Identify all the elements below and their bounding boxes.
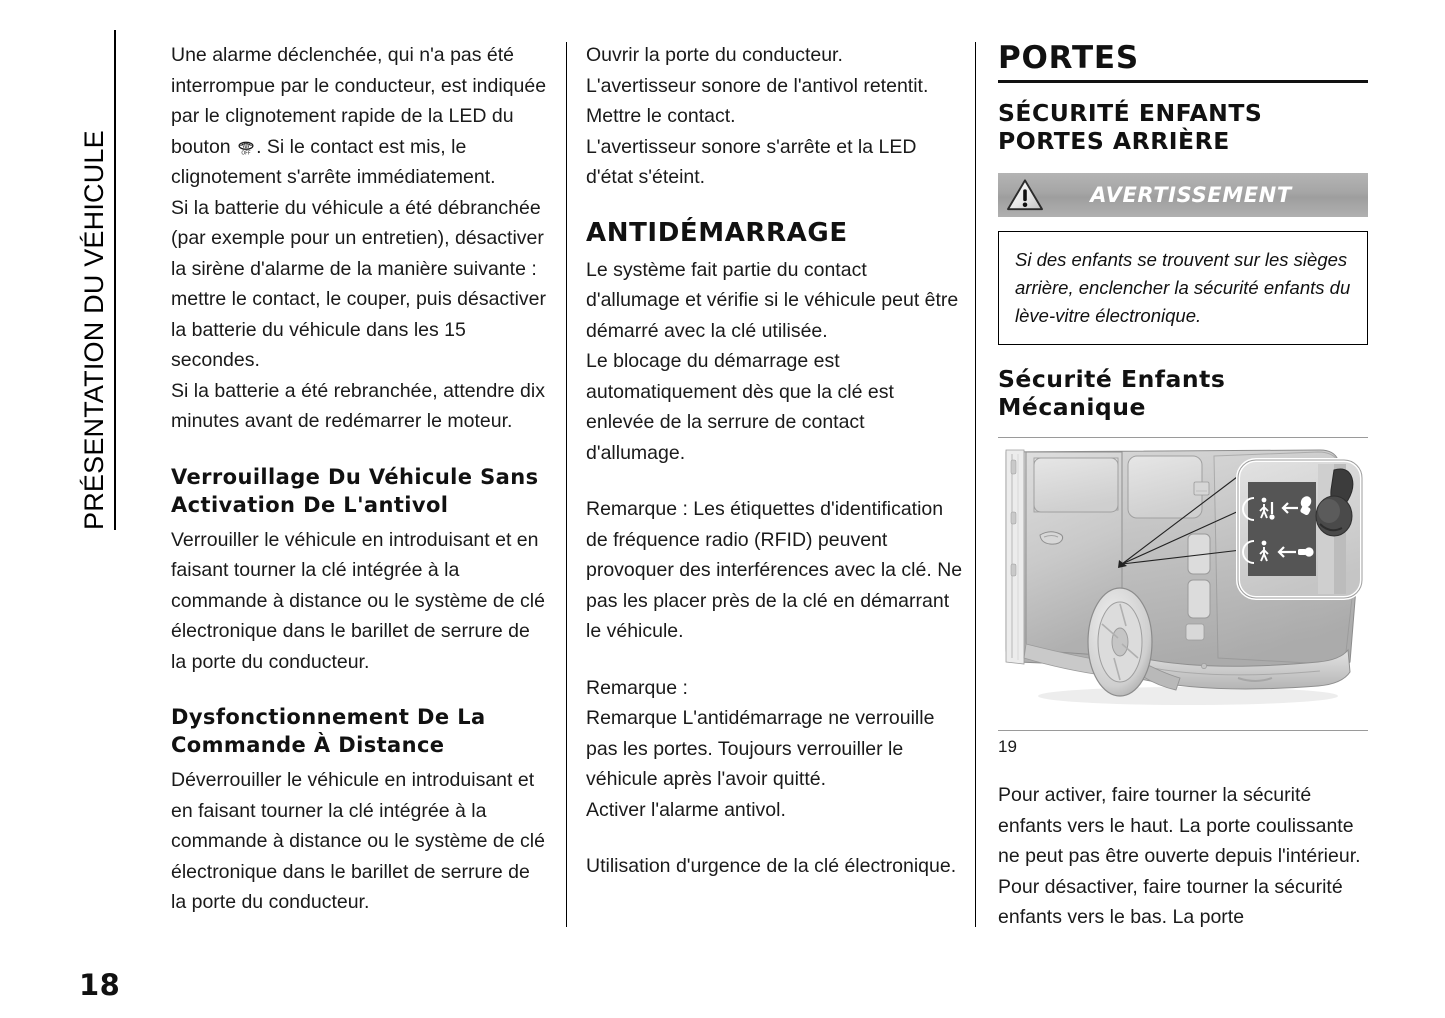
- figure-child-lock: [998, 437, 1368, 758]
- warning-banner: [998, 173, 1368, 217]
- paragraph-alarm-led-part2: . Si le contact est mis, le clignotement s'arrête immédiatement.: [171, 135, 496, 188]
- heading-securite-enfants-portes-arriere: SÉCURITÉ ENFANTS PORTES ARRIÈRE: [998, 99, 1263, 155]
- paragraph-remarque-antidemarrage: Remarque L'antidémarrage ne verrouille pas les portes. Toujours verrouiller le véhicule après l'avoir quitté.: [586, 707, 935, 790]
- warning-banner-label: AVERTISSEMENT: [1090, 183, 1292, 207]
- paragraph-utilisation-urgence: Utilisation d'urgence de la clé électronique.: [586, 855, 957, 877]
- paragraph-avertisseur-arrete: L'avertisseur sonore s'arrête et la LED d'état s'éteint.: [586, 135, 917, 188]
- chapter-side-tab: [74, 30, 118, 530]
- paragraph-mettre-contact: Mettre le contact.: [586, 105, 736, 127]
- paragraph-ouvrir-porte: Ouvrir la porte du conducteur.: [586, 44, 843, 66]
- paragraph-avertisseur-retentit: L'avertisseur sonore de l'antivol retentit.: [586, 74, 929, 97]
- warning-text: Si des enfants se trouvent sur les sièges arrière, enclencher la sécurité enfants du lève-vitre électronique.: [1015, 249, 1351, 326]
- warning-text-box: [998, 231, 1368, 345]
- warning-triangle-icon: [1006, 178, 1044, 212]
- heading-dysfonctionnement-commande: Dysfonctionnement De La Commande À Distance: [171, 705, 486, 757]
- alarm-off-icon: [236, 135, 256, 156]
- paragraph-remarque-rfid: Remarque : Les étiquettes d'identification de fréquence radio (RFID) peuvent provoquer des interférences avec la clé. Ne pas les placer près de la clé en démarrant le véhicule.: [586, 498, 963, 642]
- text-column-3: [998, 40, 1368, 933]
- heading-securite-enfants-mecanique: Sécurité Enfants Mécanique: [998, 365, 1226, 421]
- paragraph-battery-disconnect: Si la batterie du véhicule a été débranchée (par exemple pour un entretien), désactiver la sirène d'alarme de la manière suivante : mettre le contact, le couper, puis désactiver la batterie du véhicule dans les 15 secondes.: [171, 196, 547, 371]
- paragraph-battery-reconnect: Si la batterie a été rebranchée, attendre dix minutes avant de redémarrer le moteur.: [171, 379, 545, 432]
- paragraph-systeme-contact: Le système fait partie du contact d'allumage et vérifie si le véhicule peut être démarré avec la clé utilisée.: [586, 258, 959, 342]
- paragraph-pour-activer: Pour activer, faire tourner la sécurité enfants vers le haut. La porte coulissante ne peut pas être ouverte depuis l'intérieur.: [998, 784, 1361, 867]
- chapter-side-tab-rule: [114, 30, 116, 530]
- text-column-2: [586, 40, 964, 882]
- paragraph-verrouiller-vehicule: Verrouiller le véhicule en introduisant et en faisant tourner la clé intégrée à la commande à distance ou le système de clé électronique dans le barillet de serrure de la porte du conducteur.: [171, 528, 545, 673]
- paragraph-deverrouiller-vehicule: Déverrouiller le véhicule en introduisant et en faisant tourner la clé intégrée à la commande à distance ou le système de clé électronique dans le barillet de serrure de la porte du conducteur.: [171, 769, 545, 913]
- column-divider-2: [975, 42, 976, 927]
- paragraph-alarm-led: [171, 40, 549, 193]
- rear-sliding-door-child-lock-illustration: [998, 438, 1368, 728]
- paragraph-pour-desactiver: Pour désactiver, faire tourner la sécurité enfants vers le bas. La porte: [998, 875, 1343, 928]
- page-number: 18: [79, 968, 121, 1002]
- page-title: PORTES: [998, 40, 1140, 76]
- chapter-side-tab-label: PRÉSENTATION DU VÉHICULE: [79, 130, 109, 530]
- heading-antidemarrage: ANTIDÉMARRAGE: [586, 217, 848, 248]
- paragraph-alarm-led-part1: Une alarme déclenchée, qui n'a pas été interrompue par le conducteur, est indiquée par le clignotement rapide de la LED du bouton: [171, 44, 547, 158]
- paragraph-remarque-label: Remarque :: [586, 676, 688, 699]
- heading-verrouillage-sans-antivol: Verrouillage Du Véhicule Sans Activation De L'antivol: [171, 464, 539, 517]
- page-title-rule: [998, 80, 1368, 83]
- column-divider-1: [566, 42, 567, 927]
- paragraph-blocage-demarrage: Le blocage du démarrage est automatiquement dès que la clé est enlevée de la serrure de contact d'allumage.: [586, 350, 894, 464]
- svg-text:OFF: OFF: [241, 150, 251, 156]
- figure-caption: 19: [998, 737, 1017, 756]
- figure-bottom-rule: [998, 730, 1368, 731]
- paragraph-activer-alarme: Activer l'alarme antivol.: [586, 798, 786, 821]
- text-column-1: [171, 40, 549, 918]
